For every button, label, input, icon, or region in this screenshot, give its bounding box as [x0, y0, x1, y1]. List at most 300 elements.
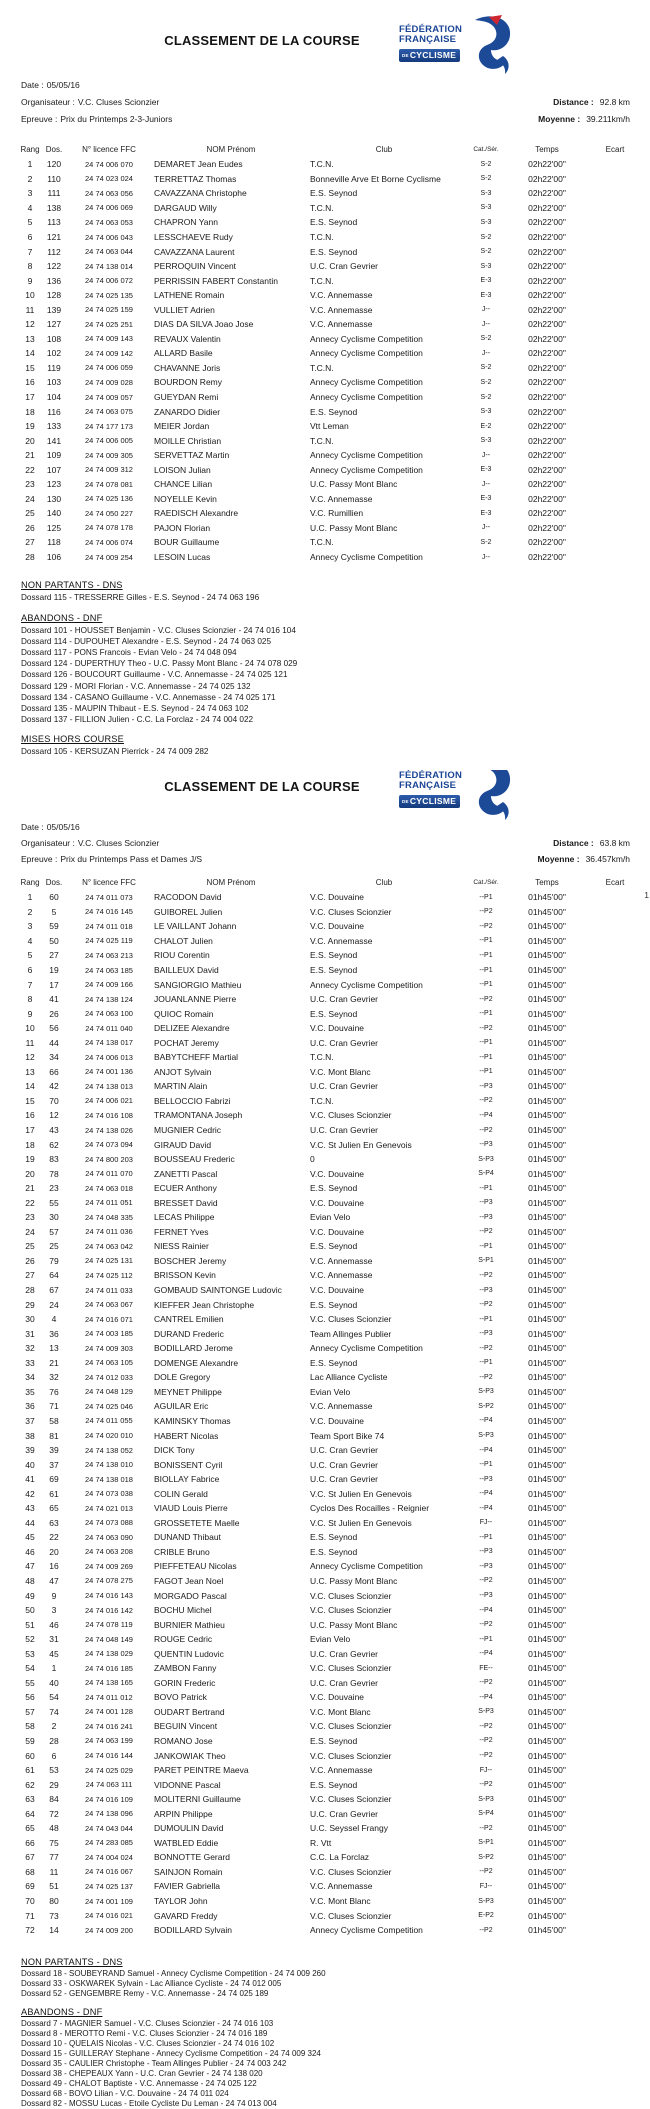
table-row	[0, 1748, 650, 1763]
cell-cat: --P3	[479, 1330, 493, 1338]
cell-lic: 24 74 063 199	[85, 1736, 133, 1746]
cell-club: V.C. Rumillien	[310, 508, 364, 519]
cell-lic: 24 74 009 028	[85, 377, 133, 387]
cell-cat: --P2	[479, 1577, 493, 1585]
cell-rang: 9	[27, 275, 33, 286]
table-row	[0, 1414, 650, 1429]
table-row	[0, 1123, 650, 1138]
race-meta	[21, 822, 650, 870]
cell-dos: 80	[49, 1896, 59, 1906]
table-row	[0, 1137, 650, 1152]
cell-cat: S-2	[480, 175, 492, 183]
cell-club: V.C. St Julien En Genevois	[310, 1139, 412, 1150]
cell-rang: 55	[25, 1677, 35, 1688]
cell-lic: 24 74 020 010	[85, 1431, 133, 1440]
cell-rang: 11	[25, 1037, 35, 1048]
cell-nom: TERRETTAZ Thomas	[154, 173, 237, 184]
cell-lic: 24 74 006 072	[85, 276, 133, 286]
cell-rang: 25	[25, 1241, 35, 1252]
table-row	[0, 1530, 650, 1545]
logo-cyclisme-bar	[399, 795, 460, 808]
cell-lic: 24 74 283 085	[85, 1838, 133, 1848]
cell-cat: FE--	[479, 1664, 493, 1672]
cell-temps: 01h45'00"	[528, 1605, 566, 1616]
cell-club: V.C. Mont Blanc	[310, 1896, 371, 1906]
cell-cat: --P3	[479, 1548, 493, 1556]
cell-nom: ARPIN Philippe	[154, 1808, 213, 1819]
cell-lic: 24 74 016 145	[85, 907, 133, 917]
cell-temps: 01h45'00"	[528, 1474, 566, 1485]
cell-temps: 01h45'00"	[528, 1430, 566, 1441]
epreuve-value: Prix du Printemps Pass et Dames J/S	[60, 854, 203, 864]
cell-temps: 01h45'00"	[528, 1910, 566, 1921]
cell-nom: QUENTIN Ludovic	[154, 1648, 224, 1659]
table-row	[0, 550, 650, 565]
cell-club: V.C. Annemasse	[310, 493, 373, 504]
cell-lic: 24 74 004 024	[85, 1852, 133, 1862]
cell-dos: 55	[49, 1197, 59, 1208]
table-row	[0, 1632, 650, 1647]
list-item: Dossard 7 - MAGNIER Samuel - V.C. Cluses Scionzier - 24 74 016 103	[21, 2019, 274, 2029]
cell-cat: --P1	[479, 1461, 493, 1469]
cell-rang: 13	[25, 333, 35, 344]
cell-club: T.C.N.	[310, 1095, 334, 1106]
cell-club: Evian Velo	[310, 1212, 351, 1223]
cell-club: V.C. Cluses Scionzier	[310, 1605, 392, 1616]
cell-club: Annecy Cyclisme Competition	[310, 464, 423, 475]
cell-dos: 48	[49, 1823, 59, 1834]
cell-nom: KIEFFER Jean Christophe	[154, 1299, 255, 1310]
date-value: 05/05/16	[46, 80, 80, 90]
header-rang: Rang	[20, 877, 40, 887]
cell-lic: 24 74 006 021	[85, 1096, 133, 1106]
cell-dos: 5	[51, 906, 57, 917]
cell-club: V.C. Cluses Scionzier	[310, 1663, 392, 1674]
cell-club: E.S. Seynod	[310, 1008, 358, 1019]
header-dos: Dos.	[45, 144, 63, 154]
cell-cat: --P2	[479, 1024, 493, 1032]
cell-club: V.C. Cluses Scionzier	[310, 1721, 392, 1732]
table-row	[0, 1894, 650, 1909]
header-cat: Cat./Sér.	[473, 878, 499, 886]
cell-dos: 34	[49, 1052, 59, 1063]
cell-temps: 01h45'00"	[528, 1735, 566, 1746]
cell-lic: 24 74 063 208	[85, 1547, 133, 1557]
cell-temps: 01h45'00"	[528, 1372, 566, 1383]
cell-rang: 12	[25, 1052, 35, 1063]
cell-temps: 01h45'00"	[528, 1445, 566, 1456]
table-row	[0, 259, 650, 274]
table-row	[0, 1152, 650, 1167]
meta-epreuve	[21, 854, 650, 870]
table-row	[0, 1006, 650, 1021]
cell-club: V.C. Cluses Scionzier	[310, 1110, 392, 1121]
table-row	[0, 1254, 650, 1269]
cell-temps: 01h45'00"	[528, 1677, 566, 1688]
cell-lic: 24 74 001 109	[85, 1896, 133, 1906]
table-row	[0, 1457, 650, 1472]
section-heading: ABANDONS - DNF	[21, 612, 103, 623]
cell-temps: 02h22'00"	[528, 188, 566, 199]
cell-rang: 71	[25, 1910, 35, 1921]
cell-club: Evian Velo	[310, 1386, 351, 1397]
cell-cat: --P1	[479, 1010, 493, 1018]
cell-dos: 43	[49, 1125, 59, 1136]
cell-temps: 02h22'00"	[528, 377, 566, 388]
cell-temps: 01h45'00"	[528, 1285, 566, 1296]
cell-club: V.C. Douvaine	[310, 1692, 365, 1703]
header-cat: Cat./Sér.	[473, 145, 499, 153]
cell-cat: --P1	[479, 1635, 493, 1643]
cell-cat: --P2	[479, 1926, 493, 1934]
cell-club: U.C. Cran Gevrier	[310, 1459, 379, 1470]
cell-rang: 27	[25, 1270, 35, 1281]
header-ecart: Ecart	[605, 877, 625, 887]
cell-rang: 5	[27, 950, 33, 961]
table-row	[0, 1777, 650, 1792]
cell-temps: 01h45'00"	[528, 1823, 566, 1834]
table-row	[0, 1923, 650, 1938]
cell-dos: 108	[46, 333, 62, 344]
cell-lic: 24 74 043 044	[85, 1823, 133, 1833]
cell-club: E.S. Seynod	[310, 950, 358, 961]
cell-cat: --P3	[479, 1199, 493, 1207]
cell-nom: REVAUX Valentin	[154, 333, 221, 344]
cell-nom: LE VAILLANT Johann	[154, 921, 237, 932]
cell-dos: 107	[46, 464, 62, 475]
cell-cat: S-P1	[478, 1839, 494, 1847]
cell-cat: --P2	[479, 1679, 493, 1687]
cell-dos: 40	[49, 1677, 59, 1688]
cell-rang: 64	[25, 1808, 35, 1819]
cell-dos: 133	[46, 421, 62, 432]
header-licence: N° licence FFC	[82, 877, 136, 887]
cell-cat: --P2	[479, 1097, 493, 1105]
cell-cat: E-3	[480, 291, 492, 299]
cell-club: Evian Velo	[310, 1634, 351, 1645]
cell-temps: 01h45'00"	[528, 892, 566, 903]
list-item: Dossard 82 - MOSSU Lucas - Etoile Cycliste Du Leman - 24 74 013 004	[21, 2099, 277, 2109]
cell-rang: 28	[25, 1285, 35, 1296]
cell-club: E.S. Seynod	[310, 1735, 358, 1746]
meta-date	[21, 80, 650, 97]
cell-nom: ANJOT Sylvain	[154, 1066, 212, 1077]
cell-nom: MOLITERNI Guillaume	[154, 1794, 241, 1805]
table-row	[0, 1166, 650, 1181]
section-heading: NON PARTANTS - DNS	[21, 1957, 123, 1968]
table-row	[0, 919, 650, 934]
cell-club: V.C. St Julien En Genevois	[310, 1517, 412, 1528]
cell-lic: 24 74 021 013	[85, 1503, 133, 1513]
cell-rang: 1	[27, 892, 33, 903]
cell-cat: S-P4	[478, 1810, 494, 1818]
distance-label: Distance :	[553, 97, 594, 107]
cell-lic: 24 74 009 057	[85, 392, 133, 402]
header-temps: Temps	[535, 877, 559, 887]
cell-club: Bonneville Arve Et Borne Cyclisme	[310, 173, 441, 184]
list-item: Dossard 15 - GUILLERAY Stephane - Annecy Cyclisme Competition - 24 74 009 324	[21, 2049, 321, 2059]
cell-rang: 16	[25, 377, 35, 388]
cell-cat: --P1	[479, 1315, 493, 1323]
cell-rang: 58	[25, 1721, 35, 1732]
results-table	[0, 890, 650, 1937]
cell-cat: FJ--	[479, 1519, 493, 1527]
logo-text-de: DE	[402, 53, 409, 58]
cell-dos: 74	[49, 1706, 59, 1717]
table-row	[0, 1588, 650, 1603]
cell-dos: 127	[46, 319, 62, 330]
cell-cat: S-3	[480, 408, 492, 416]
list-item: Dossard 137 - FILLION Julien - C.C. La Forclaz - 24 74 004 022	[21, 715, 254, 725]
cell-dos: 75	[49, 1837, 59, 1848]
cell-temps: 01h45'00"	[528, 1590, 566, 1601]
table-row	[0, 1734, 650, 1749]
cell-temps: 01h45'00"	[528, 1415, 566, 1426]
cell-nom: BOURDON Remy	[154, 377, 223, 388]
table-row	[0, 1035, 650, 1050]
cell-temps: 01h45'00"	[528, 1343, 566, 1354]
cell-temps: 01h45'00"	[528, 979, 566, 990]
cell-club: V.C. Cluses Scionzier	[310, 1794, 392, 1805]
cell-dos: 141	[46, 435, 62, 446]
table-row	[0, 1705, 650, 1720]
cell-lic: 24 74 025 046	[85, 1401, 133, 1411]
cell-lic: 24 74 138 096	[85, 1809, 133, 1819]
table-row	[0, 1617, 650, 1632]
cell-dos: 116	[47, 406, 61, 417]
cell-cat: S-P3	[478, 1388, 494, 1396]
cell-nom: ZANETTI Pascal	[154, 1168, 218, 1179]
meta-organisateur	[21, 97, 650, 114]
section-heading: ABANDONS - DNF	[21, 2007, 103, 2018]
section-abandons	[21, 613, 650, 726]
cell-rang: 25	[25, 508, 35, 519]
cell-dos: 120	[46, 159, 62, 170]
table-row	[0, 375, 650, 390]
cell-temps: 01h45'00"	[528, 1852, 566, 1863]
cell-cat: --P4	[479, 1446, 493, 1454]
cell-lic: 24 74 011 040	[85, 1023, 133, 1033]
cell-nom: DUMOULIN David	[154, 1823, 224, 1834]
cell-lic: 24 74 063 042	[85, 1241, 133, 1251]
cell-nom: PERROQUIN Vincent	[154, 261, 237, 272]
cell-rang: 51	[25, 1619, 35, 1630]
cell-temps: 02h22'00"	[528, 333, 566, 344]
cell-lic: 24 74 006 043	[85, 232, 133, 242]
cell-club: E.S. Seynod	[310, 965, 358, 975]
logo-text-francaise: FRANÇAISE	[399, 34, 457, 45]
cell-club: Cyclos Des Rocailles - Reignier	[310, 1503, 430, 1514]
table-row	[0, 186, 650, 201]
cell-temps: 01h45'00"	[528, 1023, 566, 1034]
cell-nom: BOUSSEAU Frederic	[154, 1154, 235, 1165]
logo-cyclisme-bar	[399, 49, 460, 62]
cell-cat: S-3	[480, 218, 492, 226]
cell-club: E.S. Seynod	[310, 217, 358, 228]
cell-dos: 29	[49, 1779, 59, 1790]
table-row	[0, 433, 650, 448]
date-label: Date :	[21, 822, 44, 832]
table-row	[0, 448, 650, 463]
cell-lic: 24 74 011 033	[85, 1285, 133, 1295]
section-entries	[21, 625, 650, 726]
list-item: Dossard 129 - MORI Florian - V.C. Annemasse - 24 74 025 132	[21, 681, 251, 691]
cell-rang: 48	[25, 1575, 35, 1586]
cell-nom: BODILLARD Sylvain	[154, 1925, 232, 1936]
table-row	[0, 1836, 650, 1851]
cell-dos: 119	[47, 362, 61, 373]
cell-rang: 15	[25, 362, 35, 373]
cell-lic: 24 74 063 056	[85, 188, 133, 198]
cell-lic: 24 74 138 124	[85, 994, 133, 1004]
table-row	[0, 361, 650, 376]
cell-dos: 140	[46, 508, 62, 519]
cell-nom: GOMBAUD SAINTONGE Ludovic	[154, 1285, 282, 1296]
header-temps: Temps	[535, 144, 559, 154]
cell-lic: 24 74 009 312	[85, 465, 133, 475]
cell-lic: 24 74 138 014	[85, 261, 133, 271]
cell-cat: --P4	[479, 1490, 493, 1498]
cell-club: U.C. Passy Mont Blanc	[310, 1619, 398, 1630]
cell-cat: --P2	[479, 1752, 493, 1760]
cell-club: E.S. Seynod	[310, 188, 358, 199]
cell-lic: 24 74 048 149	[85, 1634, 133, 1644]
cell-dos: 9	[51, 1590, 57, 1601]
cell-club: U.C. Cran Gevrier	[310, 1677, 379, 1688]
cell-lic: 24 74 016 144	[85, 1751, 133, 1761]
cell-cat: FJ--	[479, 1766, 493, 1774]
cell-lic: 24 74 078 081	[85, 479, 133, 489]
cell-lic: 24 74 063 044	[85, 247, 133, 257]
cell-rang: 6	[27, 965, 33, 975]
table-row	[0, 215, 650, 230]
table-row	[0, 890, 650, 905]
cell-club: V.C. Annemasse	[310, 1270, 373, 1281]
cell-temps: 01h45'00"	[528, 1575, 566, 1586]
header-club: Club	[375, 877, 393, 887]
cell-lic: 24 74 006 069	[85, 203, 133, 213]
cell-dos: 22	[49, 1532, 59, 1543]
table-row	[0, 934, 650, 949]
results-page-2	[0, 770, 650, 2109]
table-row	[0, 1268, 650, 1283]
cell-nom: DOMENGE Alexandre	[154, 1357, 239, 1368]
moyenne-label: Moyenne :	[537, 854, 580, 864]
cell-club: 0	[310, 1154, 315, 1165]
cell-rang: 8	[27, 261, 33, 272]
cell-lic: 24 74 016 108	[85, 1110, 133, 1120]
cell-nom: MUGNIER Cedric	[154, 1125, 222, 1136]
cell-rang: 11	[25, 304, 35, 315]
cell-dos: 111	[47, 188, 61, 199]
cell-rang: 33	[25, 1357, 35, 1368]
cell-club: Annecy Cyclisme Competition	[310, 1561, 423, 1572]
cell-dos: 118	[47, 537, 61, 548]
cell-rang: 69	[25, 1881, 35, 1892]
cell-dos: 59	[49, 921, 59, 932]
footer-lists	[21, 1957, 650, 2109]
cell-cat: --P4	[479, 1504, 493, 1512]
cell-lic: 24 74 016 241	[85, 1721, 133, 1731]
cell-club: T.C.N.	[310, 159, 334, 170]
cell-nom: DUNAND Thibaut	[154, 1532, 221, 1543]
table-row	[0, 1225, 650, 1240]
list-item: Dossard 115 - TRESSERRE Gilles - E.S. Seynod - 24 74 063 196	[21, 593, 260, 603]
cell-nom: DURAND Frederic	[154, 1328, 224, 1339]
cell-temps: 02h22'00"	[528, 450, 566, 461]
list-item: Dossard 8 - MEROTTO Remi - V.C. Cluses Scionzier - 24 74 016 189	[21, 2029, 268, 2039]
table-row	[0, 1879, 650, 1894]
cell-dos: 1	[51, 1663, 57, 1674]
cell-temps: 01h45'00"	[528, 1634, 566, 1645]
cell-rang: 16	[25, 1110, 35, 1121]
cell-rang: 38	[25, 1430, 35, 1441]
cell-lic: 24 74 073 094	[85, 1140, 133, 1150]
cell-club: V.C. Cluses Scionzier	[310, 1750, 392, 1761]
cell-cat: --P3	[479, 1592, 493, 1600]
table-row	[0, 1297, 650, 1312]
cell-temps: 01h45'00"	[528, 1925, 566, 1936]
cell-dos: 28	[49, 1735, 59, 1746]
cell-cat: --P2	[479, 1126, 493, 1134]
epreuve-label: Epreuve :	[21, 114, 58, 124]
cell-cat: S-2	[480, 378, 492, 386]
cell-temps: 01h45'00"	[528, 1692, 566, 1703]
cell-rang: 3	[27, 188, 33, 199]
cell-club: U.C. Cran Gevrier	[310, 1125, 379, 1136]
cell-rang: 28	[25, 552, 35, 563]
cell-dos: 12	[49, 1110, 59, 1121]
cell-temps: 01h45'00"	[528, 921, 566, 932]
table-row	[0, 1065, 650, 1080]
cell-nom: AGUILAR Eric	[154, 1401, 209, 1412]
cell-lic: 24 74 800 203	[85, 1154, 133, 1164]
cell-nom: FAGOT Jean Noel	[154, 1575, 224, 1586]
cell-dos: 44	[49, 1037, 59, 1048]
cell-cat: --P3	[479, 1213, 493, 1221]
cell-lic: 24 74 009 143	[85, 334, 133, 344]
cell-lic: 24 74 016 142	[85, 1605, 133, 1615]
cell-rang: 17	[25, 1125, 35, 1136]
cell-club: Annecy Cyclisme Competition	[310, 979, 423, 990]
cell-temps: 02h22'00"	[528, 304, 566, 315]
cell-dos: 36	[49, 1328, 59, 1339]
cell-dos: 4	[51, 1314, 57, 1325]
cell-club: V.C. Douvaine	[310, 1197, 365, 1208]
logo-text-cyclisme: CYCLISME	[409, 796, 457, 806]
cell-club: T.C.N.	[310, 362, 334, 373]
table-row	[0, 244, 650, 259]
cell-club: Annecy Cyclisme Competition	[310, 1343, 423, 1354]
cell-nom: SERVETTAZ Martin	[154, 450, 230, 461]
cell-temps: 02h22'00"	[528, 552, 566, 563]
cell-rang: 61	[25, 1765, 35, 1776]
header-nom: NOM Prénom	[206, 144, 256, 154]
ffc-logo	[399, 770, 515, 826]
cell-club: V.C. Annemasse	[310, 290, 373, 301]
meta-distance	[553, 97, 630, 107]
table-row	[0, 905, 650, 920]
cell-lic: 24 74 025 251	[85, 319, 133, 329]
cell-club: U.C. Cran Gevrier	[310, 1445, 379, 1456]
cell-cat: --P1	[479, 1533, 493, 1541]
cell-dos: 84	[49, 1794, 59, 1805]
cell-club: V.C. Douvaine	[310, 1285, 365, 1296]
cell-dos: 30	[49, 1212, 59, 1223]
cell-dos: 61	[49, 1488, 59, 1499]
cell-club: T.C.N.	[310, 435, 334, 446]
cell-cat: S-P2	[478, 1402, 494, 1410]
